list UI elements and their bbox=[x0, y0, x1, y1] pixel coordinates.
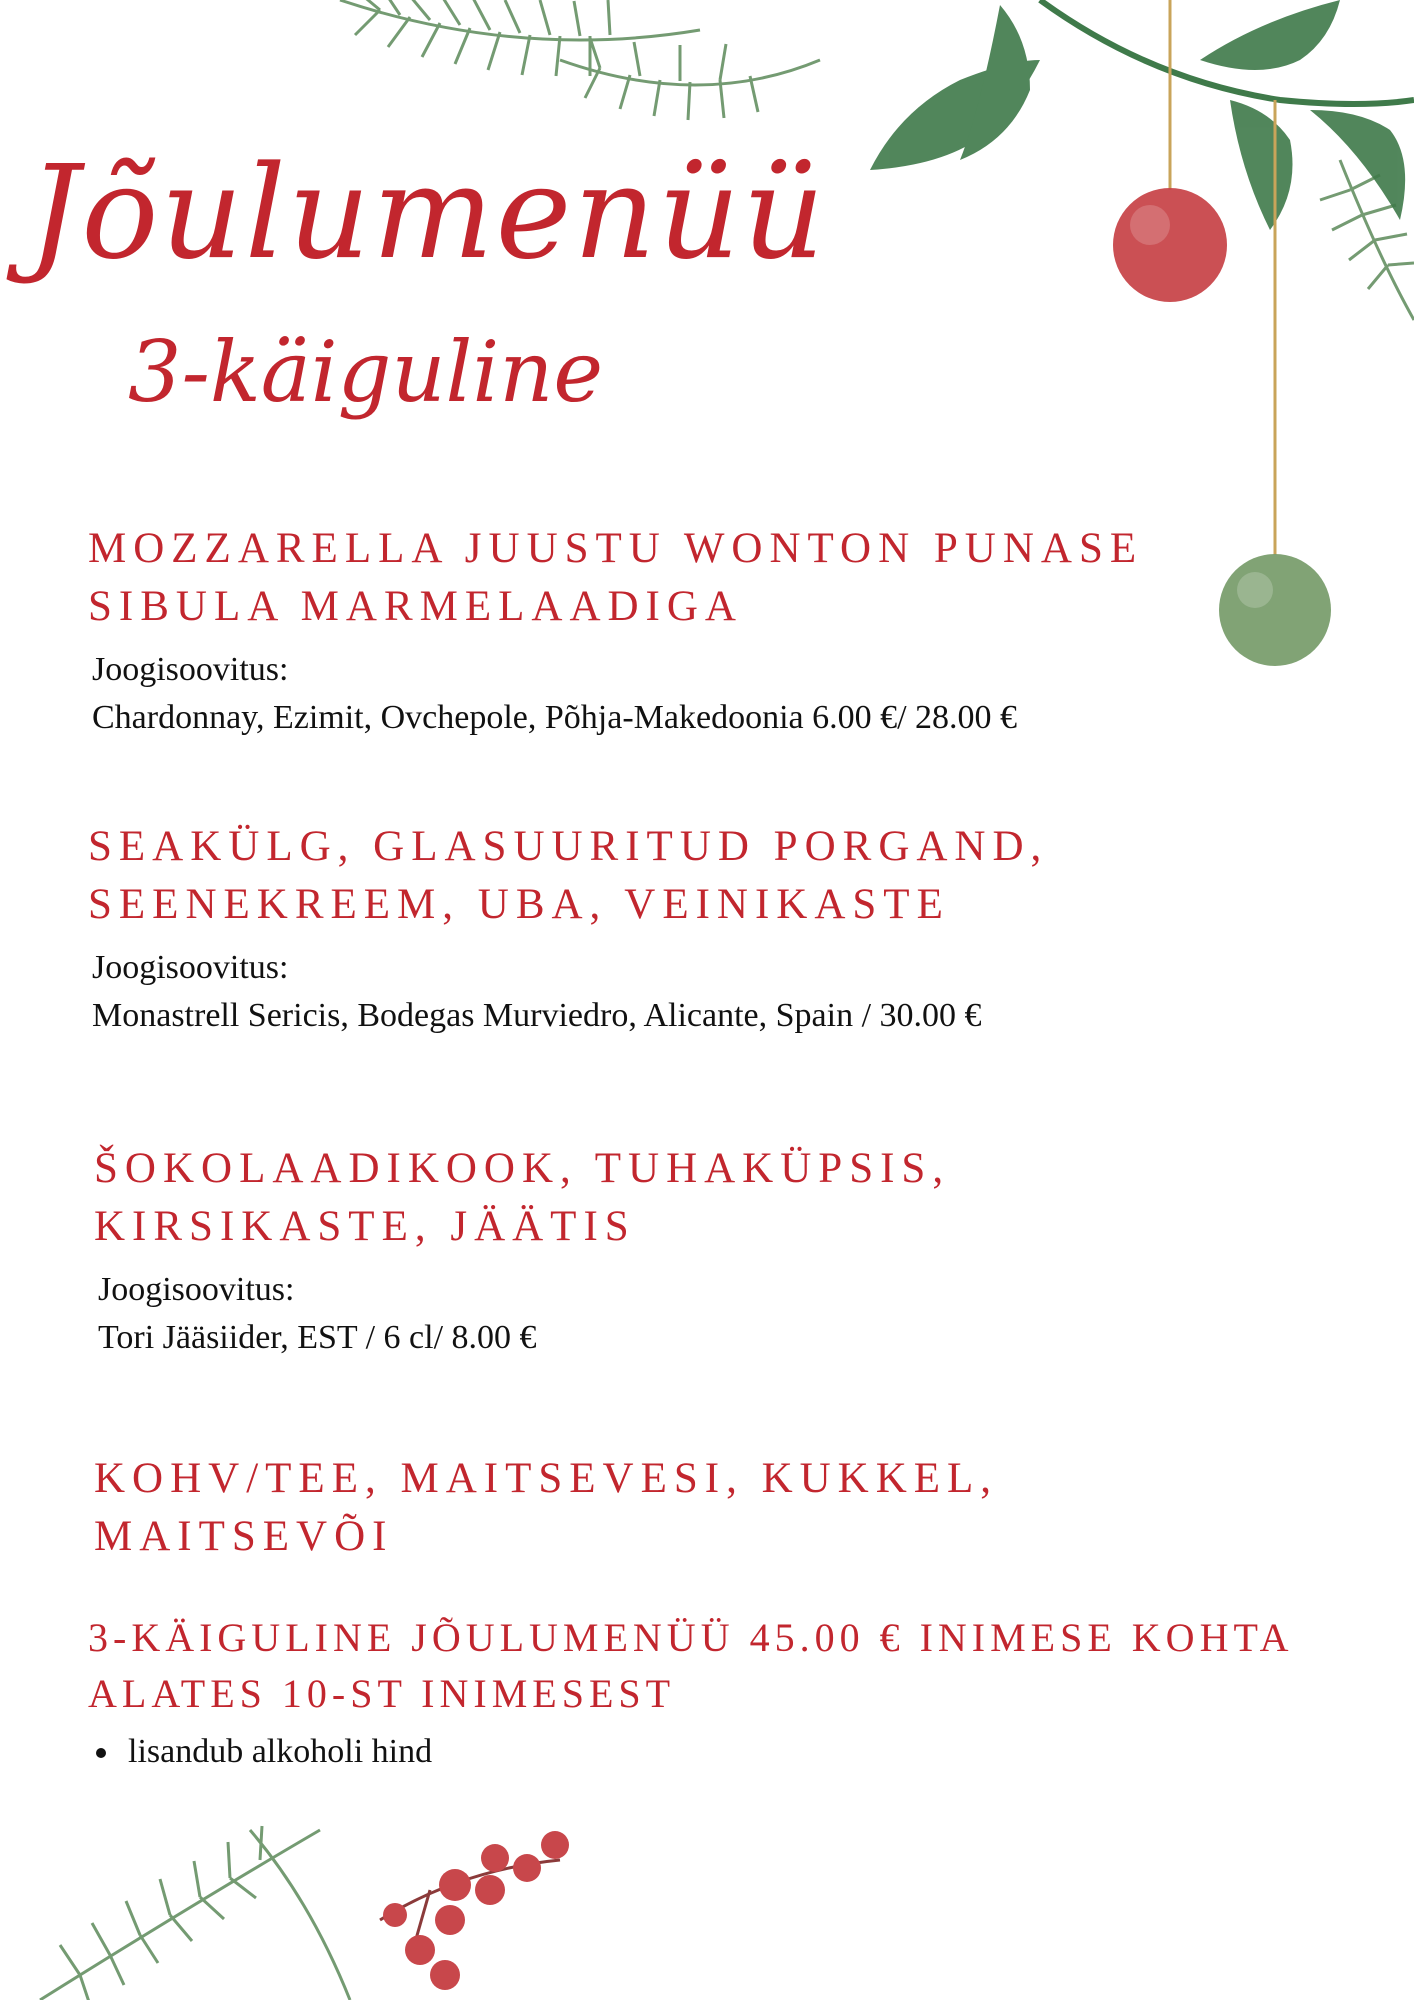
course-2 bbox=[88, 818, 1318, 1040]
course-4 bbox=[94, 1450, 1324, 1566]
course-3 bbox=[94, 1140, 1324, 1362]
course-title-line: MOZZARELLA JUUSTU WONTON PUNASE bbox=[88, 525, 1144, 572]
course-title bbox=[94, 1450, 1324, 1566]
course-title bbox=[88, 818, 1318, 934]
drink-label: Joogisoovitus: bbox=[98, 1271, 295, 1308]
menu-subtitle: 3-käiguline bbox=[128, 323, 604, 421]
course-title-line: SEAKÜLG, GLASUURITUD PORGAND, bbox=[88, 823, 1049, 870]
course-title-line: MAITSEVÕI bbox=[94, 1513, 394, 1560]
course-title-line: KIRSIKASTE, JÄÄTIS bbox=[94, 1203, 636, 1250]
course-title-line: ŠOKOLAADIKOOK, TUHAKÜPSIS, bbox=[94, 1145, 951, 1192]
price-notes bbox=[88, 1728, 1378, 1776]
drink-label: Joogisoovitus: bbox=[92, 949, 289, 986]
list-item: lisandub alkoholi hind bbox=[88, 1728, 1378, 1776]
course-title bbox=[88, 520, 1318, 636]
course-title-line: SIBULA MARMELAADIGA bbox=[88, 583, 743, 630]
price-line: 3-KÄIGULINE JÕULUMENÜÜ 45.00 € INIMESE KOHTA bbox=[88, 1615, 1294, 1660]
drink-recommendation: Monastrell Sericis, Bodegas Murviedro, Alicante, Spain / 30.00 € bbox=[92, 997, 982, 1034]
course-title-line: KOHV/TEE, MAITSEVESI, KUKKEL, bbox=[94, 1455, 999, 1502]
course-title-line: SEENEKREEM, UBA, VEINIKASTE bbox=[88, 881, 950, 928]
course-title bbox=[94, 1140, 1324, 1256]
drink-recommendation: Chardonnay, Ezimit, Ovchepole, Põhja-Makedoonia 6.00 €/ 28.00 € bbox=[92, 699, 1018, 736]
course-1 bbox=[88, 520, 1318, 742]
menu-title: Jõulumenüü bbox=[28, 139, 827, 288]
drink-recommendation: Tori Jääsiider, EST / 6 cl/ 8.00 € bbox=[98, 1319, 537, 1356]
price-line: ALATES 10-ST INIMESEST bbox=[88, 1671, 676, 1716]
price-block bbox=[88, 1610, 1378, 1776]
price-title bbox=[88, 1610, 1378, 1722]
drink-label: Joogisoovitus: bbox=[92, 651, 289, 688]
